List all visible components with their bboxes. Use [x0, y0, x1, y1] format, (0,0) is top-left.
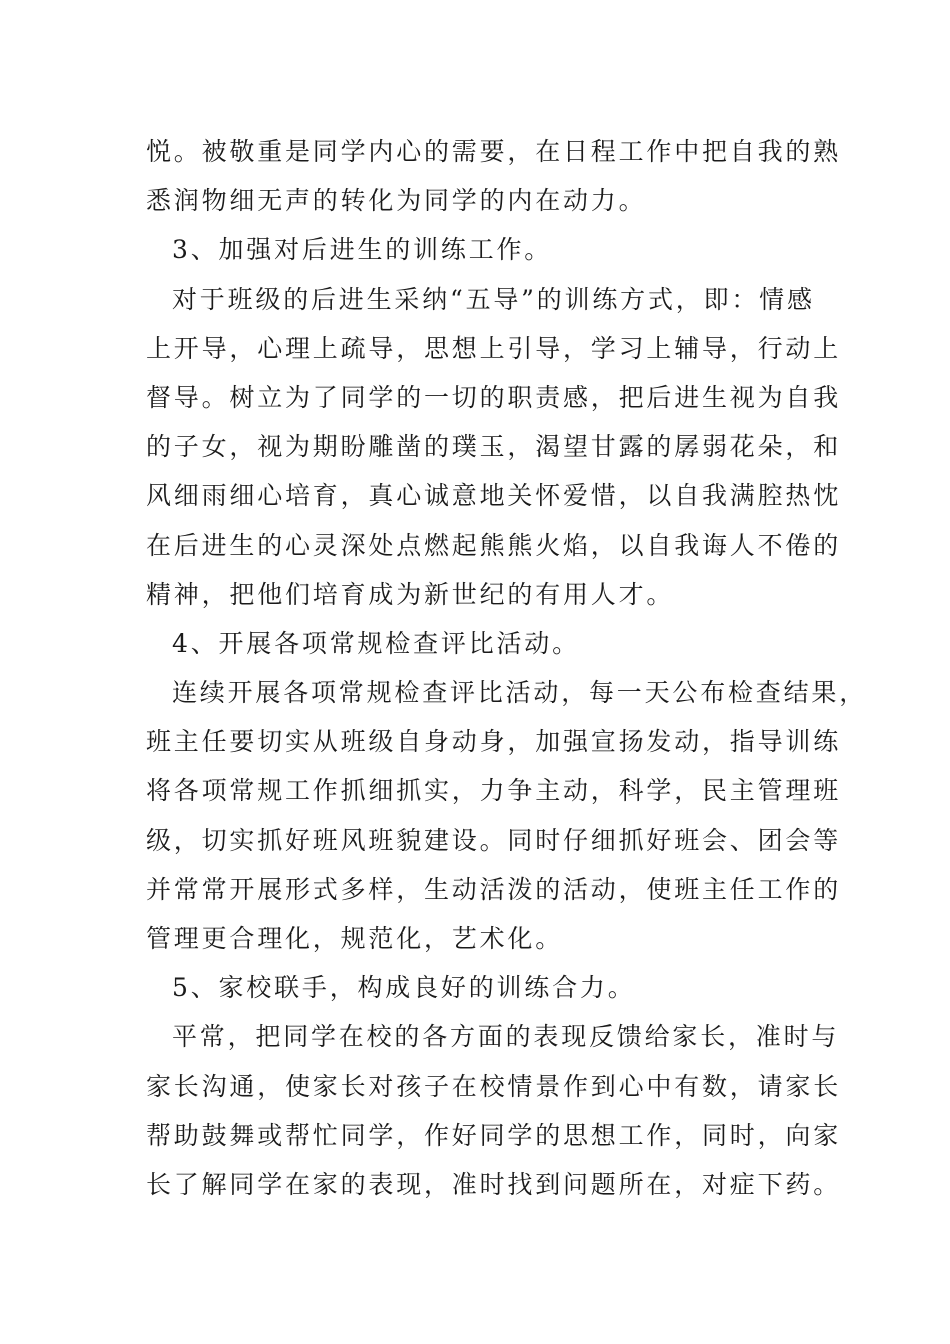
text-line: 悉润物细无声的转化为同学的内在动力。 [146, 186, 647, 216]
text-line: 的子女，视为期盼雕凿的璞玉，渴望甘露的孱弱花朵，和 [146, 432, 842, 462]
text-line: 并常常开展形式多样，生动活泼的活动，使班主任工作的 [146, 874, 842, 904]
text-line: 平常，把同学在校的各方面的表现反馈给家长，准时与 [172, 1022, 840, 1052]
text-line: 对于班级的后进生采纳“五导”的训练方式，即：情感 [172, 284, 815, 314]
section-heading: 5、家校联手，构成良好的训练合力。 [172, 973, 636, 1003]
section-heading: 3、加强对后进生的训练工作。 [172, 235, 553, 265]
text-line: 班主任要切实从班级自身动身，加强宣扬发动，指导训练 [146, 727, 842, 757]
text-line: 长了解同学在家的表现，准时找到问题所在，对症下药。 [146, 1169, 842, 1199]
text-line: 帮助鼓舞或帮忙同学，作好同学的思想工作，同时，向家 [146, 1120, 842, 1150]
text-line: 督导。树立为了同学的一切的职责感，把后进生视为自我 [146, 382, 842, 412]
text-line: 管理更合理化，规范化，艺术化。 [146, 924, 564, 953]
text-line: 将各项常规工作抓细抓实，力争主动，科学，民主管理班 [146, 776, 842, 806]
text-line: 在后进生的心灵深处点燃起熊熊火焰，以自我诲人不倦的 [146, 530, 842, 560]
text-line: 悦。被敬重是同学内心的需要，在日程工作中把自我的熟 [146, 137, 842, 166]
text-line: 风细雨细心培育，真心诚意地关怀爱惜，以自我满腔热忱 [146, 481, 842, 511]
section-heading: 4、开展各项常规检查评比活动。 [172, 628, 580, 658]
text-line: 级，切实抓好班风班貌建设。同时仔细抓好班会、团会等 [146, 825, 842, 855]
text-line: 连续开展各项常规检查评比活动，每一天公布检查结果， [172, 678, 868, 708]
document-body [146, 130, 868, 1212]
text-line: 家长沟通，使家长对孩子在校情景作到心中有数，请家长 [146, 1071, 842, 1101]
text-line: 上开导，心理上疏导，思想上引导，学习上辅导，行动上 [146, 333, 842, 363]
text-line: 精神，把他们培育成为新世纪的有用人才。 [146, 579, 675, 609]
